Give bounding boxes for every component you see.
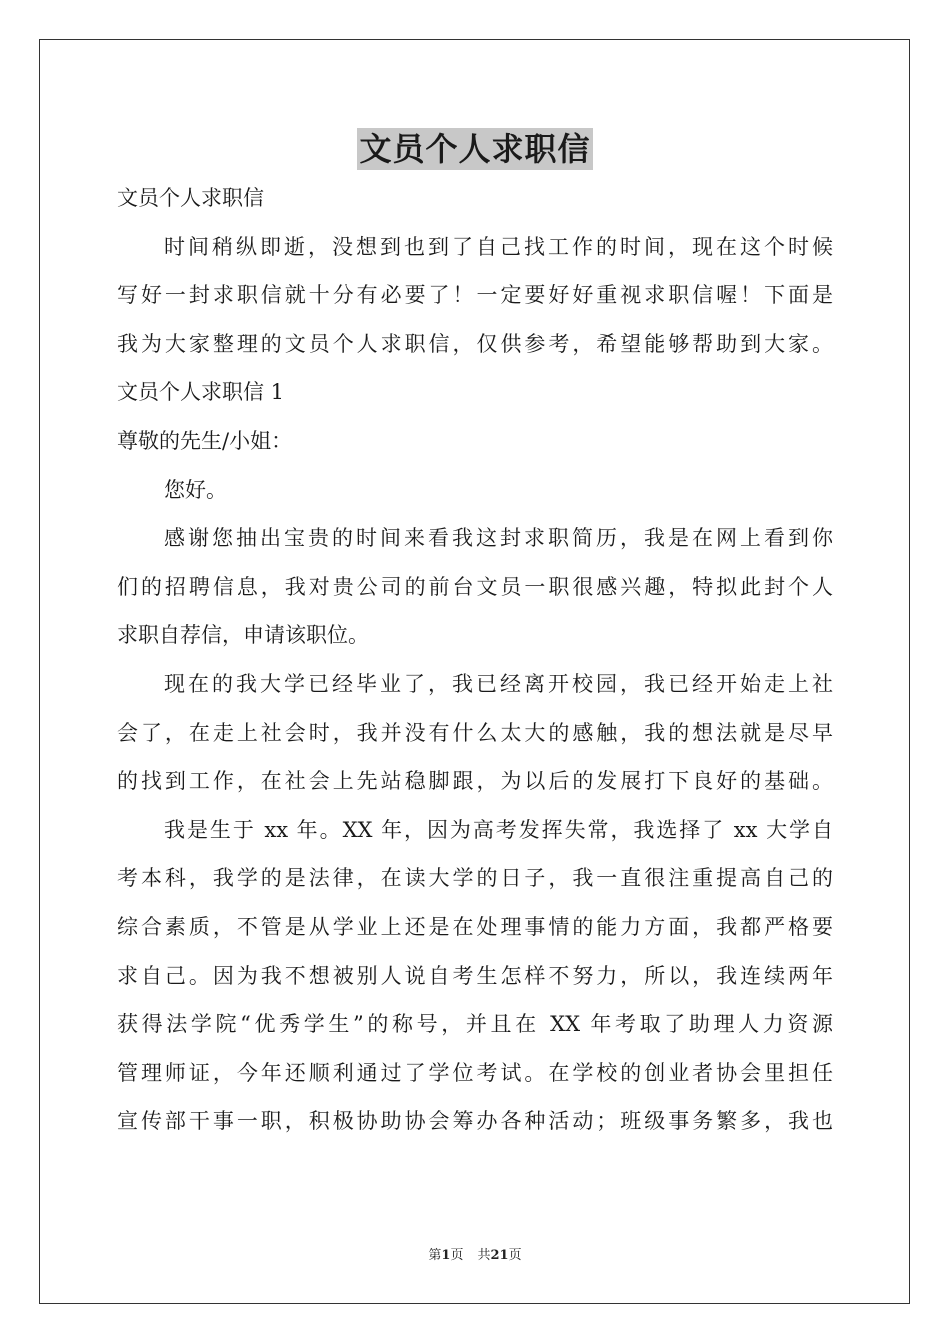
paragraph-line: 我为大家整理的文员个人求职信，仅供参考，希望能够帮助到大家。 <box>117 331 833 356</box>
paragraph-line: 考本科，我学的是法律，在读大学的日子，我一直很注重提高自己的 <box>117 866 833 891</box>
current-page-number: 1 <box>441 1248 451 1263</box>
page-footer <box>0 1246 950 1266</box>
total-page-count: 21 <box>490 1248 509 1263</box>
paragraph-line: 我是生于 xx 年。XX 年，因为高考发挥失常，我选择了 xx 大学自 <box>164 817 833 842</box>
title-block <box>0 128 950 170</box>
page-prefix: 第 <box>428 1248 442 1263</box>
page-suffix: 页 <box>450 1248 464 1263</box>
paragraph-line: 感谢您抽出宝贵的时间来看我这封求职简历，我是在网上看到你 <box>164 526 833 551</box>
paragraph-line: 写好一封求职信就十分有必要了！一定要好好重视求职信喔！下面是 <box>117 283 833 308</box>
greeting: 您好。 <box>164 477 227 502</box>
paragraph-line: 求职自荐信，申请该职位。 <box>117 623 369 648</box>
document-title: 文员个人求职信 <box>359 130 591 168</box>
paragraph-line: 们的招聘信息，我对贵公司的前台文员一职很感兴趣，特拟此封个人 <box>117 574 833 599</box>
total-prefix: 共 <box>477 1248 491 1263</box>
paragraph-line: 会了，在走上社会时，我并没有什么太大的感触，我的想法就是尽早 <box>117 720 833 745</box>
paragraph-line: 时间稍纵即逝，没想到也到了自己找工作的时间，现在这个时候 <box>164 234 833 259</box>
paragraph-line: 获得法学院“优秀学生”的称号，并且在 XX 年考取了助理人力资源 <box>117 1012 833 1037</box>
paragraph-line: 现在的我大学已经毕业了，我已经离开校园，我已经开始走上社 <box>164 671 833 696</box>
paragraph-line: 管理师证，今年还顺利通过了学位考试。在学校的创业者协会里担任 <box>117 1060 833 1085</box>
paragraph-line: 求自己。因为我不想被别人说自考生怎样不努力，所以，我连续两年 <box>117 963 833 988</box>
section-heading: 文员个人求职信 1 <box>117 380 285 405</box>
paragraph-line: 宣传部干事一职，积极协助协会筹办各种活动；班级事务繁多，我也 <box>117 1109 833 1134</box>
salutation: 尊敬的先生/小姐： <box>117 428 293 453</box>
subtitle-line: 文员个人求职信 <box>117 186 264 210</box>
paragraph-line: 综合素质，不管是从学业上还是在处理事情的能力方面，我都严格要 <box>117 914 833 939</box>
paragraph-line: 的找到工作，在社会上先站稳脚跟，为以后的发展打下良好的基础。 <box>117 769 833 794</box>
total-suffix: 页 <box>508 1248 522 1263</box>
document-body <box>117 174 833 1146</box>
